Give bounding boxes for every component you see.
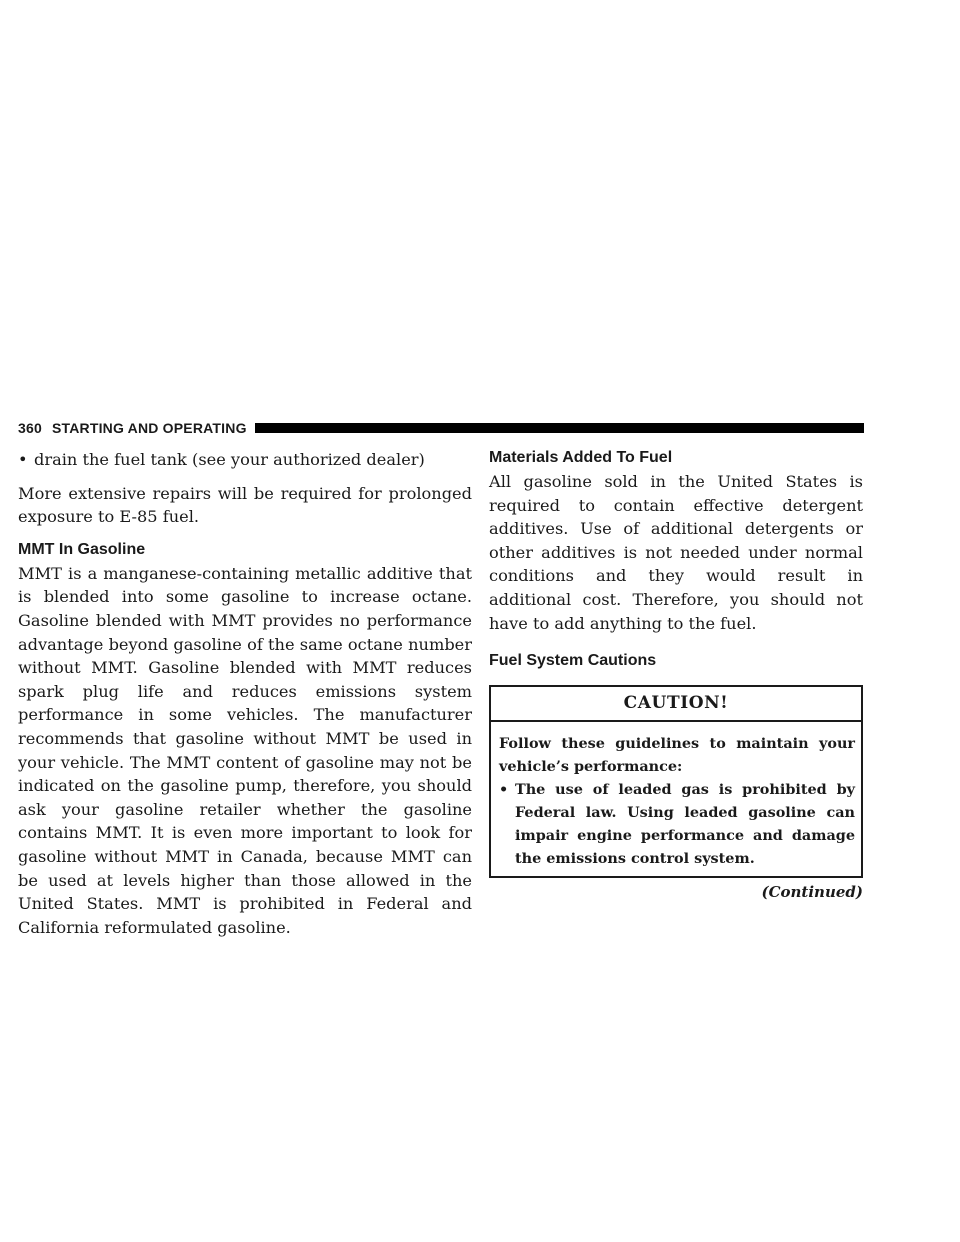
section-title: STARTING AND OPERATING — [51, 420, 247, 436]
page-header — [18, 418, 864, 438]
page-number: 360 — [18, 420, 42, 436]
caution-intro: Follow these guidelines to maintain your vehicle’s performance: — [499, 734, 855, 775]
section-heading-materials: Materials Added To Fuel — [489, 449, 673, 466]
caution-title: CAUTION! — [491, 687, 861, 722]
intro-paragraph: More extensive repairs will be required for prolonged exposure to E-85 fuel. — [18, 483, 472, 527]
materials-paragraph: All gasoline sold in the United States is required to contain effective detergent additives. Use of additional detergents or other additives is not needed under normal conditions and they would result in additional cost. Therefore, you should not have to add anything to the fuel. — [489, 472, 863, 633]
bullet-icon: • — [499, 780, 509, 798]
section-heading-mmt: MMT In Gasoline — [18, 540, 146, 558]
caution-list-item — [499, 778, 855, 870]
continued-label: (Continued) — [761, 882, 863, 901]
mmt-paragraph: MMT is a manganese-containing metallic additive that is blended into some gasoline to increase octane. Gasoline blended with MMT provides no performance advantage beyond gasoline of the same octane number without MMT. Gasoline blended with MMT reduces spark plug life and reduces emissions system performance in some vehicles. The manufacturer recommends that gasoline without MMT be used in your vehicle. The MMT content of gasoline may not be indicated on the gasoline pump, therefore, you should ask your gasoline retailer whether the gasoline contains MMT. It is even more important to look for gasoline without MMT in Canada, because MMT can be used at levels higher than those allowed in the United States. MMT is prohibited in Federal and California reformulated gasoline. — [18, 563, 472, 937]
bullet-text: drain the fuel tank (see your authorized dealer) — [34, 450, 425, 469]
bullet-icon: • — [18, 450, 28, 469]
caution-bullet-text: The use of leaded gas is prohibited by Federal law. Using leaded gasoline can impair engine performance and damage the emissions control system. — [515, 780, 855, 867]
caution-box — [489, 685, 863, 878]
caution-body — [491, 722, 861, 876]
right-column — [489, 448, 863, 904]
left-column — [18, 448, 472, 939]
list-item — [18, 448, 472, 472]
section-heading-cautions: Fuel System Cautions — [489, 652, 657, 670]
header-rule — [255, 423, 864, 433]
